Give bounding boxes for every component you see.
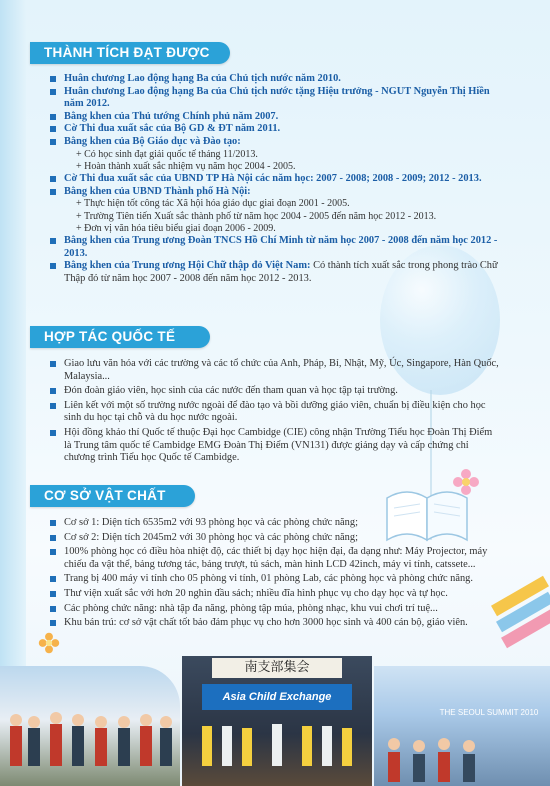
list-item [50,123,510,136]
bullet-icon [50,403,56,409]
bullet-icon [50,361,56,367]
facility-text: Khu bán trú: cơ sở vật chất tốt bảo đảm phục vụ cho hơn 3000 học sinh và 400 cán bộ, giáo viên. [64,617,468,629]
bullet-icon [50,549,56,555]
achievement-text: Huân chương Lao động hạng Ba của Chủ tịch nước tặng Hiệu trưởng - NGUT Nguyễn Thị Hiền năm 2012. [64,85,490,110]
achievement-text: Cờ Thi đua xuất sắc của Bộ GD & ĐT năm 2011. [64,123,281,135]
cooperation-text: Liên kết với một số trường nước ngoài để đào tạo và bồi dưỡng giáo viên, chuẩn bị điều kiện cho học sinh du học tại chỗ và du học nước ngoài. [64,399,486,424]
achievement-subitem: + Hoàn thành xuất sắc nhiệm vụ năm học 2004 - 2005. [76,160,296,172]
facility-text: Trang bị 400 máy vi tính cho 05 phòng vi tính, 01 phòng Lab, các phòng học và phòng chức năng. [64,573,473,585]
section-title: CƠ SỞ VẬT CHẤT [44,488,166,503]
bullet-icon [50,76,56,82]
summit-banner: THE SEOUL SUMMIT 2010 [439,708,539,717]
facility-text: Thư viện xuất sắc với hơn 20 nghìn đầu sách; nhiều đĩa hình phục vụ cho dạy học và tự học. [64,587,448,599]
achievement-text: Bằng khen của Trung ương Hội Chữ thập đỏ Việt Nam: [64,260,311,272]
bullet-icon [50,535,56,541]
achievement-subitem: + Trường Tiên tiến Xuất sắc thành phố từ năm học 2004 - 2005 đến năm học 2012 - 2013. [76,210,437,222]
facility-text: Cơ sở 1: Diện tích 6535m2 với 93 phòng học và các phòng chức năng; [64,517,358,528]
achievement-text: Bằng khen của UBND Thành phố Hà Nội: [64,185,251,197]
flower-icon [452,468,480,496]
achievements-list [50,73,510,286]
section-title: THÀNH TÍCH ĐẠT ĐƯỢC [44,45,210,60]
bullet-icon [50,89,56,95]
bullet-icon [50,139,56,145]
list-item [50,86,510,111]
bullet-icon [50,238,56,244]
flower-icon [38,632,60,654]
stage-banner-exchange: Asia Child Exchange [202,684,352,710]
stage-performance-photo [182,656,372,786]
facility-text: 100% phòng học có điều hòa nhiệt độ, các thiết bị dạy học hiện đại, đa dạng như: Máy Projector, máy chiếu đa vật thể, bảng tương tác, bảng trượt, tủ sách, màn hình LCD 42inch, máy vi tính, catssete... [64,546,488,570]
list-item [50,400,500,425]
bullet-icon [50,114,56,120]
bullet-icon [50,430,56,436]
bullet-icon [50,388,56,394]
list-item [50,573,505,586]
facility-text: Các phòng chức năng: nhà tập đa năng, phòng tập múa, phòng nhạc, khu vui chơi trí tuệ... [64,602,438,614]
bullet-icon [50,576,56,582]
achievement-text: Cờ Thi đua xuất sắc của UBND TP Hà Nội các năm học: 2007 - 2008; 2008 - 2009; 2012 - 2013. [64,173,482,185]
facility-text: Cơ sở 2: Diện tích 2045m2 với 30 phòng học và các phòng chức năng; [64,531,358,543]
bullet-icon [50,126,56,132]
bullet-icon [50,176,56,182]
list-item [50,136,510,173]
list-item [50,617,505,630]
cooperation-text: Giao lưu văn hóa với các trường và các tổ chức của Anh, Pháp, Bỉ, Nhật, Mỹ, Úc, Singapore, Hàn Quốc, Malaysia... [64,358,499,382]
achievement-text: Bằng khen của Trung ương Đoàn TNCS Hồ Chí Minh từ năm học 2007 - 2008 đến năm học 2012 - 2013. [64,235,498,259]
list-item [50,546,505,571]
section-header-facilities [30,485,195,507]
students-group-photo [0,666,180,786]
achievement-text: Bằng khen của Thủ tướng Chính phủ năm 2007. [64,110,279,122]
photo-strip [0,660,550,786]
bullet-icon [50,620,56,626]
achievement-text: Bằng khen của Bộ Giáo dục và Đào tạo: [64,135,241,147]
section-header-cooperation [30,326,210,348]
list-item [50,260,510,285]
list-item [50,358,500,383]
list-item [50,173,510,186]
bullet-icon [50,189,56,195]
list-item [50,588,505,601]
achievement-subitem: + Đơn vị văn hóa tiêu biểu giai đoạn 2006 - 2009. [76,222,276,234]
stage-banner-chinese: 南支部集会 [212,658,342,678]
bullet-icon [50,520,56,526]
list-item [50,73,510,86]
seoul-summit-photo [374,666,550,786]
achievement-subitem: + Thực hiện tốt công tác Xã hội hóa giáo dục giai đoạn 2001 - 2005. [76,198,350,210]
list-item [50,186,510,235]
achievement-text: Huân chương Lao động hạng Ba của Chủ tịch nước năm 2010. [64,73,341,84]
section-title: HỢP TÁC QUỐC TẾ [44,329,176,344]
section-header-achievements [30,42,230,64]
list-item [50,111,510,124]
cooperation-text: Đón đoàn giáo viên, học sinh của các nước đến tham quan và học tập tại trường. [64,385,398,397]
list-item [50,235,510,260]
cooperation-text: Hội đồng khảo thí Quốc tế thuộc Đại học Cambidge (CIE) công nhận Trường Tiểu học Đoàn Thị Điểm là Trung tâm quốc tế Cambidge EMG Đoàn Thị Điểm (VN131) được giảng dạy và cấp chứng chỉ chương trình Tiểu học Quốc tế Cambidge. [64,426,493,464]
list-item [50,427,500,465]
list-item [50,603,505,616]
cooperation-list [50,358,500,467]
list-item [50,385,500,398]
bullet-icon [50,591,56,597]
bullet-icon [50,263,56,269]
bullet-icon [50,606,56,612]
pencil-illustration [470,560,550,650]
achievement-subitem: + Có học sinh đạt giải quốc tế tháng 11/2013. [76,148,258,160]
achievement-detail: Có thành tích xuất sắc trong phong trào Chữ Thập đỏ từ năm học 2007 - 2008 đến năm học 2012 - 2013. [64,260,498,285]
